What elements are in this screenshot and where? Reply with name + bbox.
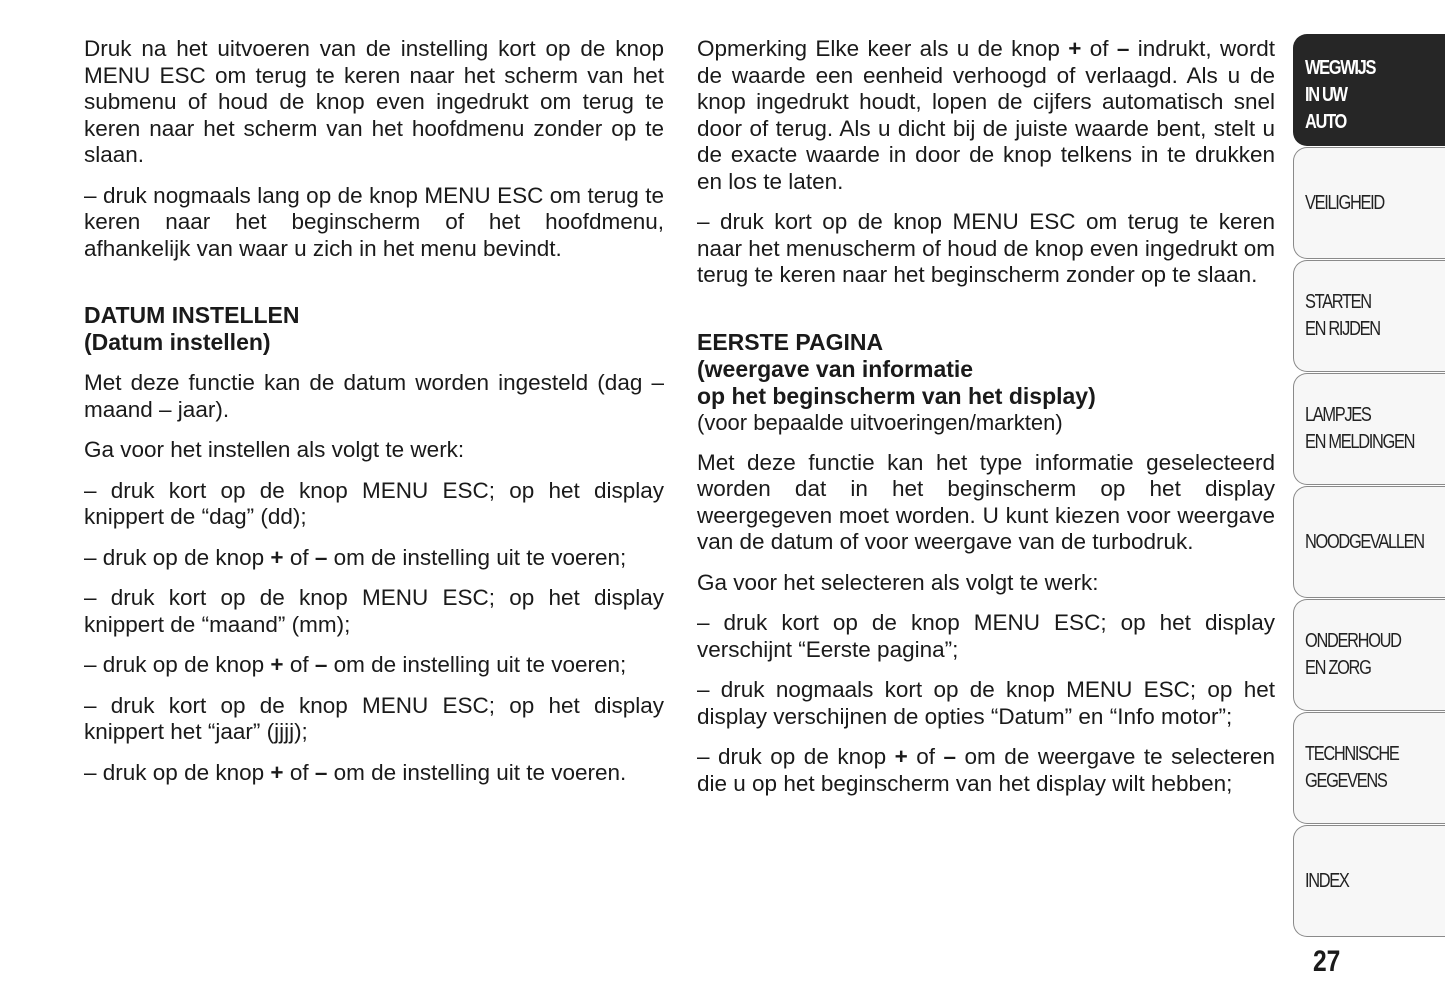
tab-label: INDEX [1305, 869, 1349, 892]
section-subtitle: (voor bepaalde uitvoeringen/markten) [697, 409, 1063, 435]
plus-sign: + [270, 759, 284, 785]
text: Opmerking Elke keer als u de knop [697, 36, 1060, 61]
text: – druk op de knop [84, 652, 265, 677]
minus-sign: – [314, 759, 328, 785]
text: om de instelling uit te voeren; [333, 652, 627, 677]
tab-noodgevallen[interactable] [1293, 486, 1445, 598]
paragraph: Druk na het uitvoeren van de instelling kort op de knop MENU ESC om terug te keren naar het scherm van het submenu of houd de knop even ingedrukt om terug te keren naar het scherm van het hoofdmenu zonder op te slaan. [84, 36, 664, 167]
paragraph: – druk nogmaals lang op de knop MENU ESC om terug te keren naar het beginscherm of het hoofdmenu, afhankelijk van waar u zich in het menu bevindt. [84, 182, 664, 261]
plus-sign: + [270, 544, 284, 570]
tab-starten-en-rijden[interactable] [1293, 260, 1445, 372]
plus-sign: + [270, 652, 284, 677]
minus-sign: – [314, 544, 328, 570]
section-subheading: (Datum instellen) [84, 329, 271, 355]
paragraph: – druk kort op de knop MENU ESC; op het display knippert het “jaar” (jjjj); [84, 692, 664, 744]
text: of [916, 744, 936, 769]
right-column [697, 36, 1275, 797]
page-number: 27 [1313, 945, 1341, 978]
left-column [84, 36, 664, 786]
tab-label: LAMPJES EN MELDINGEN [1305, 404, 1415, 453]
section-heading: DATUM INSTELLEN [84, 302, 300, 328]
paragraph: Met deze functie kan de datum worden ingesteld (dag – maand – jaar). [84, 370, 664, 422]
paragraph [84, 545, 664, 572]
paragraph: – druk kort op de knop MENU ESC; op het display knippert de “dag” (dd); [84, 477, 664, 529]
minus-sign: – [943, 744, 957, 769]
paragraph [84, 760, 664, 787]
plus-sign: + [1068, 36, 1082, 61]
paragraph: – druk kort op de knop MENU ESC; op het display verschijnt “Eerste pagina”; [697, 610, 1275, 662]
text: – druk op de knop [84, 544, 265, 570]
paragraph [697, 36, 1275, 195]
minus-sign: – [314, 652, 328, 677]
section-heading-line: (weergave van informatie [697, 355, 974, 382]
tab-label: TECHNISCHE GEGEVENS [1305, 743, 1399, 792]
text: – druk op de knop [697, 744, 887, 769]
tab-index[interactable] [1293, 825, 1445, 937]
tab-wegwijs-in-uw-auto[interactable] [1293, 34, 1445, 146]
tab-label: VEILIGHEID [1305, 191, 1384, 214]
text: of [1089, 36, 1109, 61]
tab-label: STARTEN EN RIJDEN [1305, 291, 1380, 340]
paragraph: Met deze functie kan het type informatie geselecteerd worden dat in het beginscherm op het display weergegeven moet worden. U kunt kiezen voor weergave van de datum of voor weergave van de turbodruk. [697, 449, 1275, 554]
paragraph [697, 744, 1275, 797]
plus-sign: + [894, 744, 908, 769]
tab-label: WEGWIJS IN UW AUTO [1305, 57, 1376, 133]
text: of [289, 652, 309, 677]
text: of [289, 544, 309, 570]
paragraph: Ga voor het instellen als volgt te werk: [84, 437, 465, 462]
chapter-tabs [1293, 34, 1445, 934]
tab-label: ONDERHOUD EN ZORG [1305, 630, 1401, 679]
text: om de instelling uit te voeren; [333, 544, 627, 570]
paragraph: – druk kort op de knop MENU ESC om terug te keren naar het menuscherm of houd de knop even ingedrukt om terug te keren naar het beginscherm zonder op te slaan. [697, 209, 1275, 287]
tab-lampjes-en-meldingen[interactable] [1293, 373, 1445, 485]
paragraph [84, 652, 664, 679]
section-heading-line: op het beginscherm van het display) [697, 382, 1096, 409]
paragraph: – druk kort op de knop MENU ESC; op het display knippert de “maand” (mm); [84, 585, 664, 637]
tab-label: NOODGEVALLEN [1305, 530, 1424, 553]
text: of [289, 759, 309, 785]
minus-sign: – [1116, 36, 1130, 61]
paragraph: – druk nogmaals kort op de knop MENU ESC; op het display verschijnen de opties “Datum” en “Info motor”; [697, 677, 1275, 729]
text: indrukt, wordt de waarde een eenheid verhoogd of verlaagd. Als u de knop ingedrukt houdt, lopen de cijfers automatisch snel door of terug. Als u dicht bij de juiste waarde bent, stelt u de exacte waarde in door de knop telkens in te drukken en los te laten. [697, 36, 1275, 194]
text: om de instelling uit te voeren. [333, 759, 627, 785]
text: – druk op de knop [84, 759, 265, 785]
text: om de weergave te selecteren die u op het beginscherm van het display wilt hebben; [697, 744, 1275, 796]
tab-veiligheid[interactable] [1293, 147, 1445, 259]
section-heading: EERSTE PAGINA [697, 328, 884, 355]
tab-onderhoud-en-zorg[interactable] [1293, 599, 1445, 711]
tab-technische-gegevens[interactable] [1293, 712, 1445, 824]
paragraph: Ga voor het selecteren als volgt te werk: [697, 569, 1099, 595]
